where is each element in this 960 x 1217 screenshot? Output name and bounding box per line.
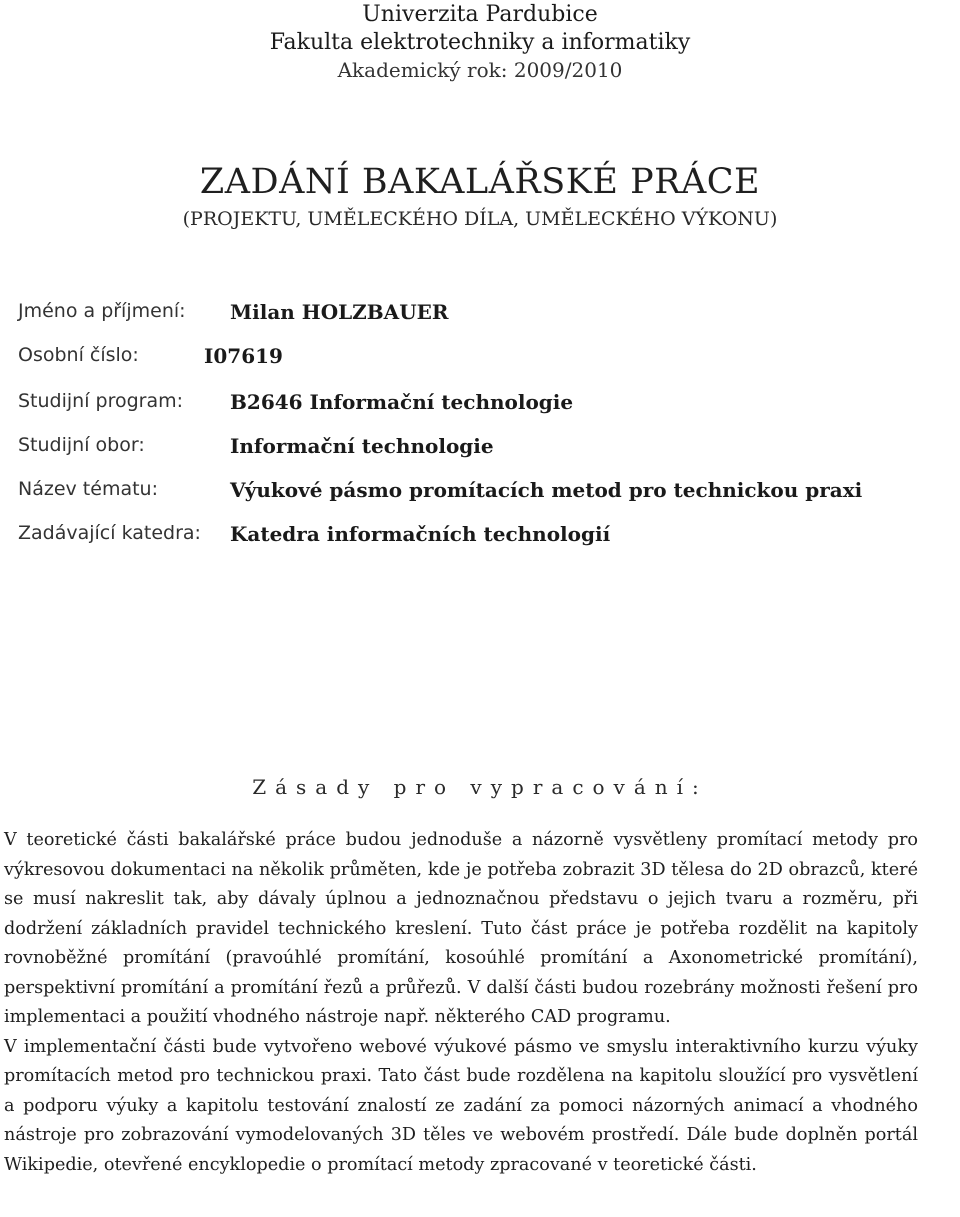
principles-paragraph: V implementační části bude vytvořeno webové výukové pásmo ve smyslu interaktivního kurzu výuky promítacích metod pro technickou praxi. Tato část bude rozdělena na kapitolu sloužící pro vysvětlení a podporu výuky a kapitolu testování znalostí ze zadání za pomoci názorných animací a vhodného nástroje pro zobrazování vymodelovaných 3D těles ve webovém prostředí. Dále bude doplněn portál Wikipedie, otevřené encyklopedie o promítací metody zpracované v teoretické části.: [4, 1036, 918, 1175]
document-subtitle: (PROJEKTU, UMĚLECKÉHO DÍLA, UMĚLECKÉHO VÝKONU): [182, 208, 778, 230]
principles-paragraph: V teoretické části bakalářské práce budou jednoduše a názorně vysvětleny promítací metody pro výkresovou dokumentaci na několik průměten, kde je potřeba zobrazit 3D tělesa do 2D obrazců, které se musí nakreslit tak, aby dávaly úplnou a jednoznačnou představu o jejich tvaru a rozměru, při dodržení základních pravidel technického kreslení. Tuto část práce je potřeba rozdělit na kapitoly rovnoběžné promítání (pravoúhlé promítání, kosoúhlé promítání a Axonometrické promítání), perspektivní promítání a promítání řezů a průřezů. V další části budou rozebrány možnosti řešení pro implementaci a použití vhodného nástroje např. některého CAD programu.: [4, 830, 918, 1027]
info-row-department: [18, 522, 948, 558]
info-row-name: [18, 300, 948, 336]
info-row-personal-number: [18, 344, 948, 380]
info-value: Výukové pásmo promítacích metod pro technickou praxi: [230, 478, 863, 502]
info-label: Jméno a příjmení:: [18, 300, 186, 322]
academic-year: Akademický rok: 2009/2010: [337, 58, 623, 82]
info-row-study-program: [18, 390, 948, 426]
document-title: ZADÁNÍ BAKALÁŘSKÉ PRÁCE: [199, 162, 761, 202]
info-row-study-field: [18, 434, 948, 470]
info-row-topic: [18, 478, 948, 514]
info-label: Studijní obor:: [18, 434, 145, 456]
principles-heading: Zásady pro vypracování:: [252, 775, 708, 799]
info-value: B2646 Informační technologie: [230, 390, 574, 414]
info-label: Studijní program:: [18, 390, 184, 412]
info-value: Informační technologie: [230, 434, 494, 458]
university-name: Univerzita Pardubice: [362, 2, 598, 27]
info-value: I07619: [204, 344, 283, 368]
info-value: Milan HOLZBAUER: [230, 300, 449, 324]
info-value: Katedra informačních technologií: [230, 522, 611, 546]
info-label: Osobní číslo:: [18, 344, 139, 366]
faculty-name: Fakulta elektrotechniky a informatiky: [269, 30, 691, 55]
principles-body: [4, 826, 918, 1180]
info-label: Zadávající katedra:: [18, 522, 201, 544]
info-label: Název tématu:: [18, 478, 158, 500]
